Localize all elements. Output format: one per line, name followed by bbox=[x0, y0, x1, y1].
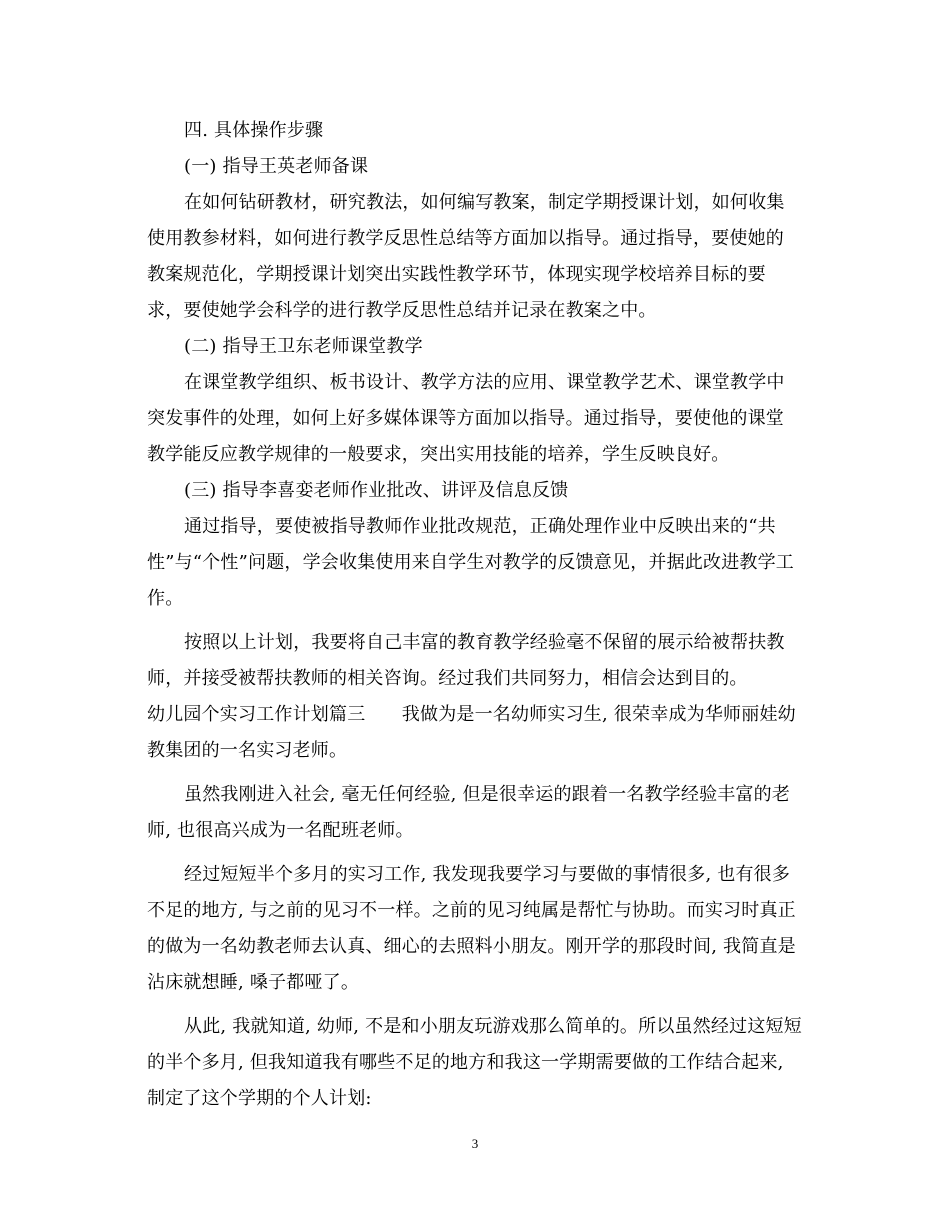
paragraph-gap bbox=[147, 1001, 807, 1009]
paragraph-line: 师, 也很高兴成为一名配班老师。 bbox=[147, 820, 414, 841]
paragraph-gap bbox=[147, 849, 807, 857]
page-number: 3 bbox=[471, 1136, 479, 1151]
subheading: (三) 指导李喜娈老师作业批改、讲评及信息反馈 bbox=[184, 480, 569, 501]
paragraph-line: 的半个多月, 但我知道我有哪些不足的地方和我这一学期需要做的工作结合起来, bbox=[147, 1052, 784, 1073]
paragraph-line: 虽然我刚进入社会, 毫无任何经验, 但是很幸运的跟着一名教学经验丰富的老 bbox=[184, 784, 791, 805]
paragraph-line: 的做为一名幼教老师去认真、细心的去照料小朋友。刚开学的那段时间, 我简直是 bbox=[147, 936, 796, 957]
paragraph-line: 经过短短半个多月的实习工作, 我发现我要学习与要做的事情很多, 也有很多 bbox=[184, 864, 791, 885]
paragraph-line: 使用教参材料，如何进行教学反思性总结等方面加以指导。通过指导，要使她的 bbox=[147, 228, 784, 249]
section-heading: 四. 具体操作步骤 bbox=[184, 120, 324, 141]
paragraph-line: 在课堂教学组织、板书设计、教学方法的应用、课堂教学艺术、课堂教学中 bbox=[184, 372, 785, 393]
paragraph-line: 通过指导，要使被指导教师作业批改规范，正确处理作业中反映出来的“共 bbox=[184, 516, 776, 537]
paragraph-line: 教学能反应教学规律的一般要求，突出实用技能的培养，学生反映良好。 bbox=[147, 444, 730, 465]
section-title-line: 幼儿园个实习工作计划篇三 我做为是一名幼师实习生, 很荣幸成为华师丽娃幼 bbox=[147, 704, 796, 725]
paragraph-line: 制定了这个学期的个人计划: bbox=[147, 1088, 372, 1109]
paragraph-line: 沾床就想睡, 嗓子都哑了。 bbox=[147, 972, 360, 993]
paragraph-line: 师，并接受被帮扶教师的相关咨询。经过我们共同努力，相信会达到目的。 bbox=[147, 668, 748, 689]
subheading: (二) 指导王卫东老师课堂教学 bbox=[184, 336, 423, 357]
paragraph-line: 从此, 我就知道, 幼师, 不是和小朋友玩游戏那么简单的。所以虽然经过这短短 bbox=[184, 1016, 802, 1037]
document-body bbox=[147, 113, 807, 1117]
paragraph-gap bbox=[147, 617, 807, 625]
paragraph-line: 教集团的一名实习老师。 bbox=[147, 740, 348, 761]
paragraph-line: 在如何钻研教材，研究教法，如何编写教案，制定学期授课计划，如何收集 bbox=[184, 192, 785, 213]
paragraph-line: 作。 bbox=[147, 588, 184, 609]
paragraph-line: 性”与“个性”问题，学会收集使用来自学生对教学的反馈意见，并据此改进教学工 bbox=[147, 552, 795, 573]
paragraph-line: 按照以上计划，我要将自己丰富的教育教学经验毫不保留的展示给被帮扶教 bbox=[184, 632, 785, 653]
paragraph-line: 教案规范化，学期授课计划突出实践性教学环节，体现实现学校培养目标的要 bbox=[147, 264, 766, 285]
paragraph-gap bbox=[147, 769, 807, 777]
paragraph-line: 求，要使她学会科学的进行教学反思性总结并记录在教案之中。 bbox=[147, 300, 657, 321]
paragraph-line: 不足的地方, 与之前的见习不一样。之前的见习纯属是帮忙与协助。而实习时真正 bbox=[147, 900, 796, 921]
subheading: (一) 指导王英老师备课 bbox=[184, 156, 369, 177]
paragraph-line: 突发事件的处理，如何上好多媒体课等方面加以指导。通过指导，要使他的课堂 bbox=[147, 408, 784, 429]
